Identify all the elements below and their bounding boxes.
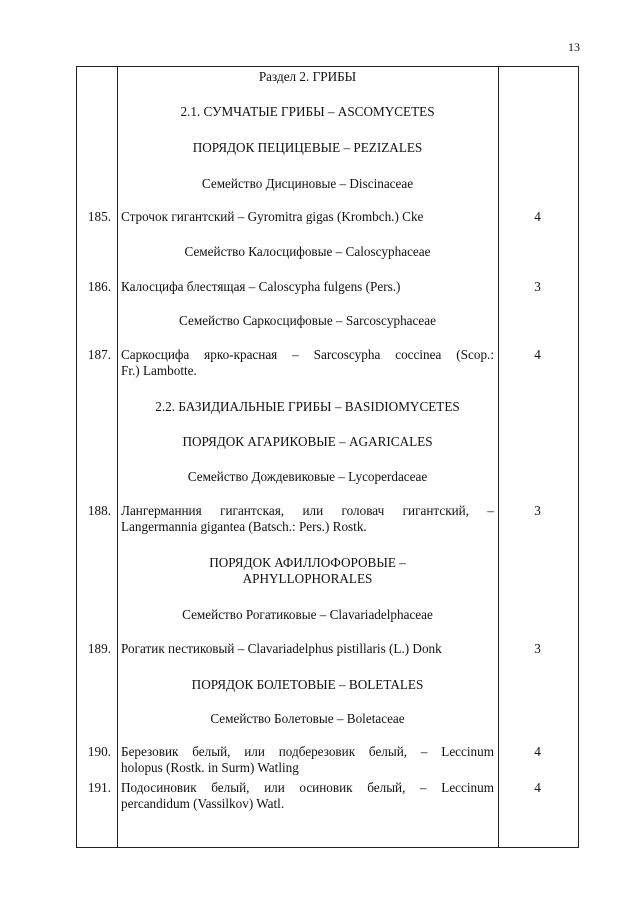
order-heading-boletales: ПОРЯДОК БОЛЕТОВЫЕ – BOLETALES [191, 677, 424, 692]
status-value: 4 [534, 744, 541, 759]
species-name: Подосиновик белый, или осиновик белый, – Leccinum percandidum (Vassilkov) Watl. [121, 780, 494, 811]
family-heading-discinaceae: Семейство Дисциновые – Discinaceae [201, 176, 414, 191]
status-value: 4 [534, 347, 541, 362]
species-name: Строчок гигантский – Gyromitra gigas (Krombch.) Cke [121, 209, 424, 224]
row-number: 185. [87, 209, 111, 224]
column-divider-value [498, 66, 499, 848]
order-heading-agaricales: ПОРЯДОК АГАРИКОВЫЕ – AGARICALES [182, 434, 433, 449]
status-value: 3 [534, 503, 541, 518]
species-name: Калосцифа блестящая – Caloscypha fulgens (Pers.) [121, 279, 401, 294]
order-heading-pezizales: ПОРЯДОК ПЕЦИЦЕВЫЕ – PEZIZALES [192, 140, 423, 155]
row-number: 189. [87, 641, 111, 656]
family-heading-clavariadelphaceae: Семейство Рогатиковые – Clavariadelphaceae [182, 607, 433, 622]
page-number: 13 [568, 40, 580, 54]
row-number: 187. [87, 347, 111, 362]
species-name: Лангерманния гигантская, или головач гигантский, – Langermannia gigantea (Batsch.: Pers.) Rostk. [121, 503, 494, 534]
status-value: 3 [534, 279, 541, 294]
family-heading-lycoperdaceae: Семейство Дождевиковые – Lycoperdaceae [187, 469, 428, 484]
row-number: 186. [87, 279, 111, 294]
family-heading-sarcoscyphaceae: Семейство Саркосцифовые – Sarcoscyphaceae [179, 313, 436, 328]
species-name: Рогатик пестиковый – Clavariadelphus pistillaris (L.) Donk [121, 641, 442, 656]
family-heading-boletaceae: Семейство Болетовые – Boletaceae [210, 711, 405, 726]
order-heading-aphyllophorales: ПОРЯДОК АФИЛЛОФОРОВЫЕ – APHYLLOPHORALES [209, 555, 406, 586]
status-value: 3 [534, 641, 541, 656]
status-value: 4 [534, 209, 541, 224]
family-heading-caloscyphaceae: Семейство Калосцифовые – Caloscyphaceae [184, 244, 431, 259]
row-number: 190. [87, 744, 111, 759]
section-title: Раздел 2. ГРИБЫ [258, 69, 357, 84]
row-number: 188. [87, 503, 111, 518]
row-number: 191. [87, 780, 111, 795]
status-value: 4 [534, 780, 541, 795]
subsection-heading-basidiomycetes: 2.2. БАЗИДИАЛЬНЫЕ ГРИБЫ – BASIDIOMYCETES [155, 399, 460, 414]
subsection-heading-ascomycetes: 2.1. СУМЧАТЫЕ ГРИБЫ – ASCOMYCETES [180, 104, 435, 119]
species-name: Березовик белый, или подберезовик белый, – Leccinum holopus (Rostk. in Surm) Watling [121, 744, 494, 775]
species-name: Саркосцифа ярко-красная – Sarcoscypha coccinea (Scop.: Fr.) Lambotte. [121, 347, 494, 378]
